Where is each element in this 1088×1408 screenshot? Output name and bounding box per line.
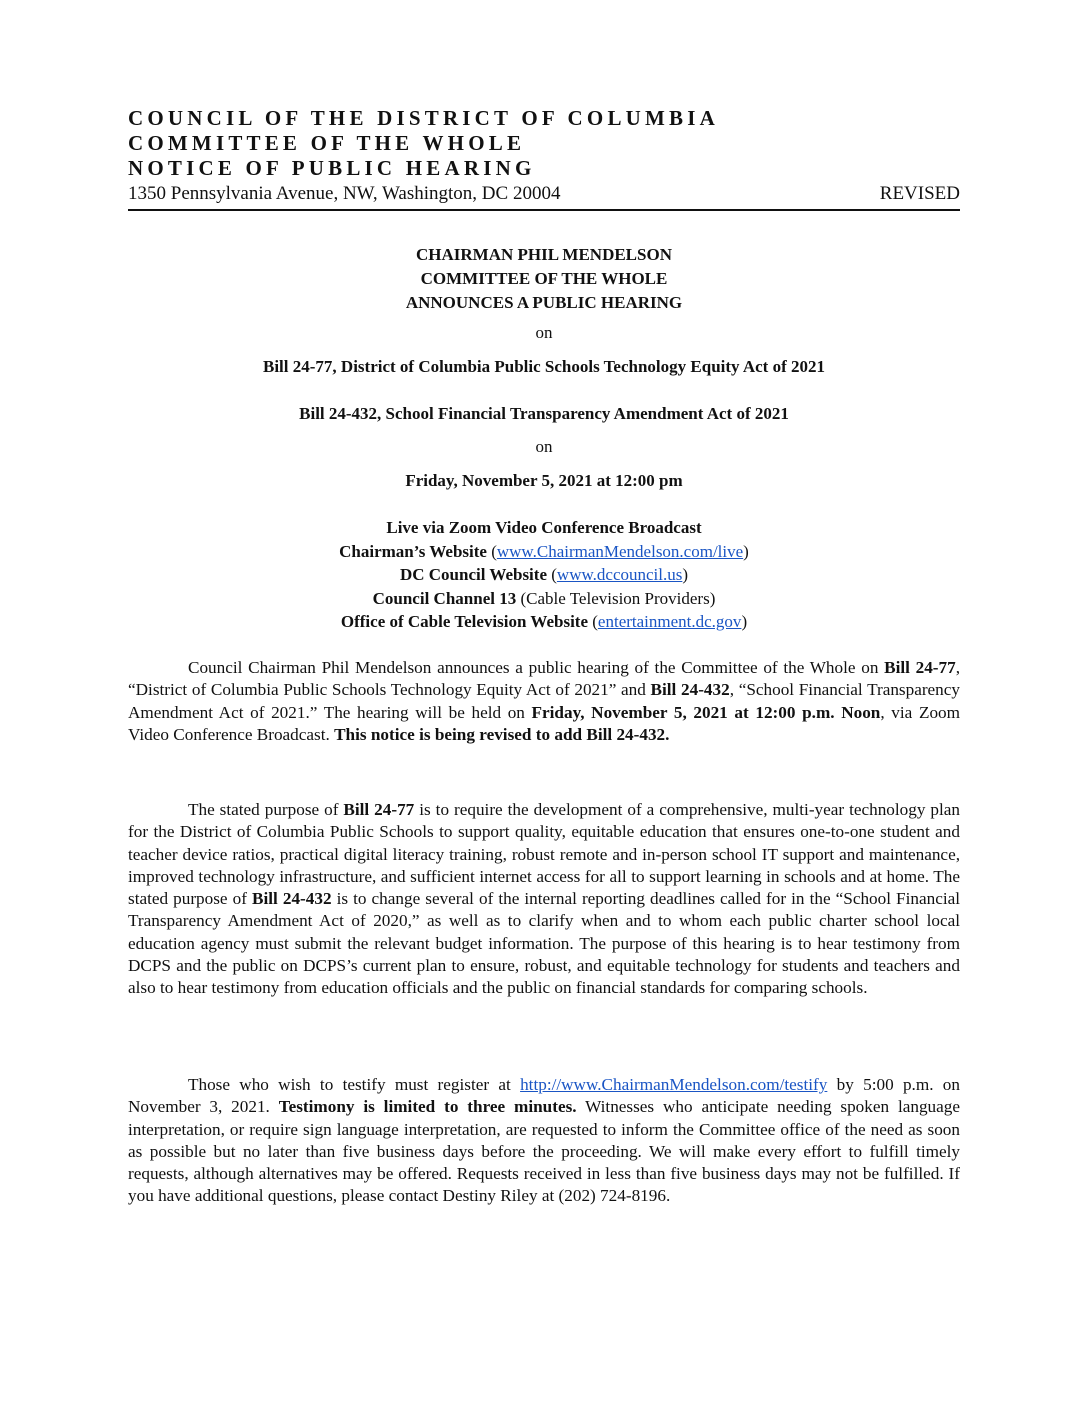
committee-line: COMMITTEE OF THE WHOLE: [420, 269, 668, 288]
hearing-datetime: Friday, November 5, 2021 at 12:00 pm: [405, 471, 683, 490]
announcement-paragraph: Council Chairman Phil Mendelson announces a public hearing of the Committee of the Whole on Bill 24-77, “District of Columbia Public Schools Technology Equity Act of 2021” and Bill 24-432, “School Financial Transparency Amendment Act of 2021.” The hearing will be held on Friday, November 5, 2021 at 12:00 p.m. Noon, via Zoom Video Conference Broadcast. This notice is being revised to add Bill 24-432.: [128, 658, 961, 744]
testimony-paragraph: Those who wish to testify must register at http://www.ChairmanMendelson.com/testify by 5:00 p.m. on November 3, 2021. Testimony is limited to three minutes. Witnesses who anticipate needing spoken language interpretation, or require sign language interpretation, are requested to inform the Committee office of the need as soon as possible but no later than five business days before the proceeding. We will make every effort to fulfill timely requests, although alternatives may be offered. Requests received in less than five business days may not be fulfilled. If you have additional questions, please contact Destiny Riley at (202) 724-8196.: [128, 1075, 960, 1206]
octv-website-line: Office of Cable Television Website (entertainment.dc.gov): [340, 612, 748, 631]
chairman-website-line: Chairman’s Website (www.ChairmanMendelson.com/live): [339, 541, 749, 561]
committee-name: COMMITTEE OF THE WHOLE: [128, 131, 526, 155]
address-row: [128, 182, 960, 211]
dccouncil-link[interactable]: www.dccouncil.us: [556, 565, 683, 584]
testify-registration-link[interactable]: http://www.ChairmanMendelson.com/testify: [520, 1075, 828, 1094]
council-name: COUNCIL OF THE DISTRICT OF COLUMBIA: [128, 106, 719, 130]
on-text-1: on: [535, 323, 553, 342]
council-channel-line: Council Channel 13 (Cable Television Providers): [372, 588, 716, 608]
bill-24-77-title: Bill 24-77, District of Columbia Public Schools Technology Equity Act of 2021: [263, 357, 825, 376]
revised-label: REVISED: [879, 183, 960, 204]
broadcast-heading: Live via Zoom Video Conference Broadcast: [386, 518, 702, 537]
announces-line: ANNOUNCES A PUBLIC HEARING: [405, 293, 683, 312]
bill-24-432-title: Bill 24-432, School Financial Transparency Amendment Act of 2021: [299, 404, 789, 423]
council-website-line: DC Council Website (www.dccouncil.us): [399, 565, 689, 584]
announcement-header: [128, 243, 960, 315]
chairman-live-link[interactable]: www.ChairmanMendelson.com/live: [496, 541, 744, 561]
purpose-paragraph: The stated purpose of Bill 24-77 is to require the development of a comprehensive, multi-year technology plan for the District of Columbia Public Schools to support quality, equitable education that ensures one-to-one student and teacher device ratios, practical digital literacy training, robust remote and in-person school IT support and maintenance, improved technology infrastructure, and sufficient internet access for all to support learning in schools and at home. The stated purpose of Bill 24-432 is to change several of the internal reporting deadlines called for in the “School Financial Transparency Amendment Act of 2020,” as well as to clarify when and to whom each public charter school local education agency must submit the relevant budget information. The purpose of this hearing is to hear testimony from DCPS and the public on DCPS’s current plan to ensure, robust, and equitable technology for students and teachers and also to hear testimony from education officials and the public on financial standards for comparing schools.: [128, 800, 961, 998]
council-address: 1350 Pennsylvania Avenue, NW, Washington, DC 20004: [128, 183, 561, 204]
notice-title: NOTICE OF PUBLIC HEARING: [128, 156, 536, 180]
chairman-line: CHAIRMAN PHIL MENDELSON: [416, 245, 672, 264]
entertainment-dc-link[interactable]: entertainment.dc.gov: [597, 612, 742, 631]
letterhead: [128, 106, 960, 211]
on-text-2: on: [535, 437, 553, 456]
broadcast-info: [128, 516, 960, 634]
